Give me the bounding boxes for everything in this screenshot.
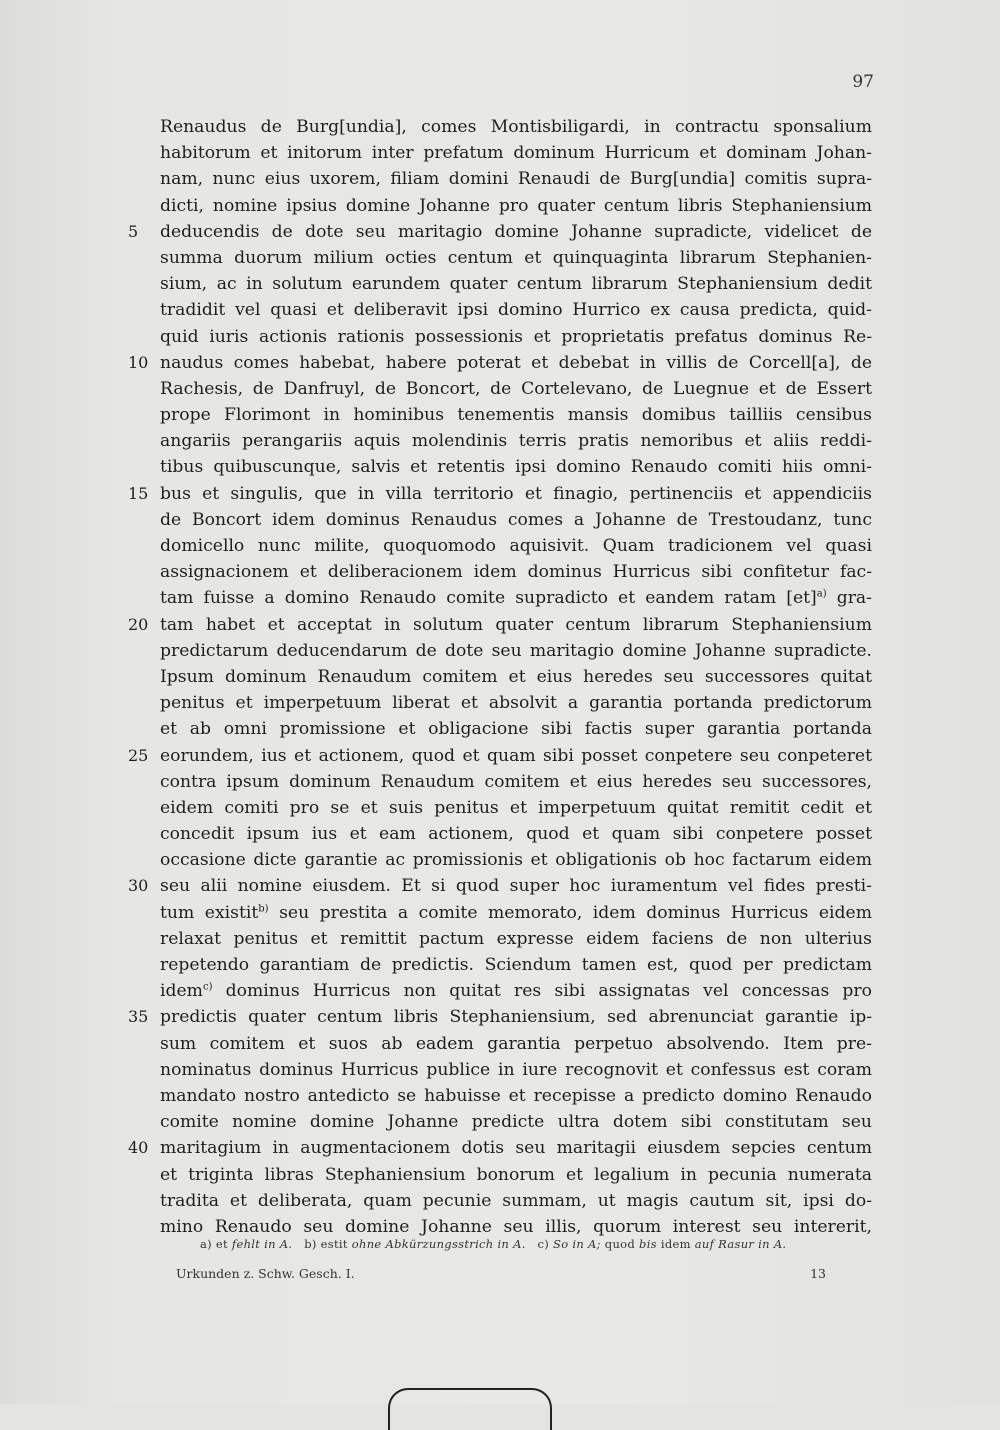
line-text: et ab omni promissione et obligacione sibi factis super garantia portanda bbox=[160, 719, 872, 740]
text-line bbox=[160, 978, 872, 1004]
page-footer bbox=[176, 1266, 826, 1281]
text-line bbox=[128, 743, 872, 769]
footnote-c: c) So in A; quod bis idem auf Rasur in A. bbox=[537, 1237, 787, 1251]
line-text: eorundem, ius et actionem, quod et quam sibi posset conpetere seu conpeteret bbox=[160, 745, 872, 766]
line-text: Renaudus de Burg[undia], comes Montisbiligardi, in contractu sponsalium bbox=[160, 117, 872, 137]
line-text: quid iuris actionis rationis possessionis et proprietatis prefatus dominus Re- bbox=[160, 326, 872, 347]
text-line bbox=[160, 193, 872, 219]
line-text: nominatus dominus Hurricus publice in iure recognovit et confessus est coram bbox=[160, 1059, 872, 1080]
line-text: domicello nunc milite, quoquomodo aquisivit. Quam tradicionem vel quasi bbox=[160, 536, 872, 556]
line-text: bus et singulis, que in villa territorio et finagio, pertinenciis et appendiciis bbox=[160, 483, 872, 504]
text-line bbox=[160, 140, 872, 166]
text-line bbox=[128, 1135, 872, 1161]
text-line bbox=[160, 376, 872, 402]
line-number: 15 bbox=[128, 483, 149, 503]
text-line bbox=[160, 507, 872, 533]
text-line bbox=[160, 324, 872, 350]
text-line bbox=[160, 533, 872, 559]
line-text: contra ipsum dominum Renaudum comitem et eius heredes seu successores, bbox=[160, 771, 872, 792]
line-text: et triginta libras Stephaniensium bonorum et legalium in pecunia numerata bbox=[160, 1164, 872, 1185]
text-line bbox=[160, 900, 872, 926]
line-text: tradita et deliberata, quam pecunie summam, ut magis cautum sit, ipsi do- bbox=[160, 1190, 872, 1211]
line-number: 20 bbox=[128, 614, 149, 634]
text-line bbox=[160, 559, 872, 585]
line-text: tibus quibuscunque, salvis et retentis ipsi domino Renaudo comiti hiis omni- bbox=[160, 457, 872, 478]
text-line bbox=[160, 952, 872, 978]
line-text: habitorum et initorum inter prefatum dominum Hurricum et dominam Johan- bbox=[160, 143, 872, 164]
line-text: angariis perangariis aquis molendinis terris pratis nemoribus et aliis reddi- bbox=[160, 431, 872, 452]
text-line bbox=[160, 716, 872, 742]
page-number: 97 bbox=[852, 72, 874, 92]
text-line bbox=[160, 847, 872, 873]
line-text: de Boncort idem dominus Renaudus comes a Johanne de Trestoudanz, tunc bbox=[160, 509, 872, 530]
line-number: 35 bbox=[128, 1007, 149, 1027]
line-text-continued: gra- bbox=[826, 588, 872, 609]
line-text: sium, ac in solutum earundem quater centum librarum Stephaniensium dedit bbox=[160, 274, 872, 295]
footnote-marker: c) bbox=[202, 981, 213, 993]
text-line bbox=[160, 402, 872, 428]
body-text bbox=[128, 114, 872, 1240]
line-text: tam fuisse a domino Renaudo comite supradicto et eandem ratam [et] bbox=[160, 588, 817, 609]
text-line bbox=[160, 166, 872, 192]
line-text: predictarum deducendarum de dote seu maritagio domine Johanne supradicte. bbox=[160, 640, 872, 661]
text-line bbox=[160, 664, 872, 690]
footnote-b: b) estit ohne Abkürzungsstrich in A. bbox=[304, 1237, 526, 1251]
text-line bbox=[160, 454, 872, 480]
line-text: concedit ipsum ius et eam actionem, quod et quam sibi conpetere posset bbox=[160, 824, 872, 845]
line-text: summa duorum milium octies centum et quinquaginta librarum Stephanien- bbox=[160, 247, 872, 268]
line-text: eidem comiti pro se et suis penitus et imperpetuum quitat remitit cedit et bbox=[160, 797, 872, 818]
line-text: idem bbox=[160, 981, 203, 1002]
line-text: prope Florimont in hominibus tenementis mansis domibus tailliis censibus bbox=[160, 405, 872, 426]
text-line bbox=[160, 297, 872, 323]
line-text: deducendis de dote seu maritagio domine Johanne supradicte, videlicet de bbox=[160, 221, 872, 242]
line-text: penitus et imperpetuum liberat et absolvit a garantia portanda predictorum bbox=[160, 693, 872, 714]
text-line bbox=[160, 271, 872, 297]
line-text: mandato nostro antedicto se habuisse et recepisse a predicto domino Renaudo bbox=[160, 1085, 872, 1106]
line-text: dicti, nomine ipsius domine Johanne pro quater centum libris Stephaniensium bbox=[160, 195, 872, 216]
text-line bbox=[160, 1109, 872, 1135]
text-line bbox=[160, 795, 872, 821]
line-text-continued: dominus Hurricus non quitat res sibi assignatas vel concessas pro bbox=[212, 981, 872, 1002]
line-text: Rachesis, de Danfruyl, de Boncort, de Cortelevano, de Luegnue et de Essert bbox=[160, 378, 872, 399]
line-text: repetendo garantiam de predictis. Sciendum tamen est, quod per predictam bbox=[160, 955, 872, 975]
line-text-continued: seu prestita a comite memorato, idem dominus Hurricus eidem bbox=[268, 902, 872, 923]
line-text: assignacionem et deliberacionem idem dominus Hurricus sibi confitetur fac- bbox=[160, 562, 872, 583]
line-number: 40 bbox=[128, 1138, 149, 1158]
text-line bbox=[160, 926, 872, 952]
line-text: mino Renaudo seu domine Johanne seu illis, quorum interest seu intererit, bbox=[160, 1216, 872, 1237]
line-number: 25 bbox=[128, 745, 149, 765]
footnote-marker: a) bbox=[816, 588, 827, 600]
line-text: sum comitem et suos ab eadem garantia perpetuo absolvendo. Item pre- bbox=[160, 1033, 872, 1054]
text-line bbox=[160, 769, 872, 795]
text-line bbox=[128, 350, 872, 376]
text-line bbox=[128, 1004, 872, 1030]
line-number: 5 bbox=[128, 221, 139, 241]
line-text: predictis quater centum libris Stephaniensium, sed abrenunciat garantie ip- bbox=[160, 1007, 872, 1028]
line-text: naudus comes habebat, habere poterat et debebat in villis de Corcell[a], de bbox=[160, 352, 872, 373]
line-text: tam habet et acceptat in solutum quater centum librarum Stephaniensium bbox=[160, 614, 872, 635]
text-line bbox=[160, 428, 872, 454]
scan-artifact bbox=[388, 1388, 552, 1430]
line-text: comite nomine domine Johanne predicte ultra dotem sibi constitutam seu bbox=[160, 1112, 872, 1133]
line-text: nam, nunc eius uxorem, filiam domini Renaudi de Burg[undia] comitis supra- bbox=[160, 169, 872, 190]
line-text: Ipsum dominum Renaudum comitem et eius heredes seu successores quitat bbox=[160, 666, 872, 687]
series-title: Urkunden z. Schw. Gesch. I. bbox=[176, 1266, 355, 1281]
line-text: maritagium in augmentacionem dotis seu maritagii eiusdem sepcies centum bbox=[160, 1138, 872, 1159]
text-line bbox=[128, 873, 872, 899]
text-line bbox=[128, 612, 872, 638]
text-line bbox=[160, 114, 872, 140]
line-text: seu alii nomine eiusdem. Et si quod super hoc iuramentum vel fides presti- bbox=[160, 876, 872, 897]
text-line bbox=[160, 585, 872, 611]
text-line bbox=[160, 821, 872, 847]
text-line bbox=[160, 1162, 872, 1188]
line-number: 10 bbox=[128, 352, 149, 372]
text-line bbox=[160, 638, 872, 664]
footnote-a: a) et fehlt in A. bbox=[200, 1237, 293, 1251]
line-text: relaxat penitus et remittit pactum expresse eidem faciens de non ulterius bbox=[160, 928, 872, 949]
footnotes bbox=[200, 1237, 880, 1251]
text-line bbox=[160, 1031, 872, 1057]
text-line bbox=[160, 690, 872, 716]
text-line bbox=[160, 1057, 872, 1083]
text-line bbox=[128, 481, 872, 507]
text-line bbox=[160, 245, 872, 271]
line-text: tradidit vel quasi et deliberavit ipsi domino Hurrico ex causa predicta, quid- bbox=[160, 300, 872, 321]
text-line bbox=[128, 219, 872, 245]
line-number: 30 bbox=[128, 876, 149, 896]
text-line bbox=[160, 1188, 872, 1214]
line-text: tum existit bbox=[160, 902, 259, 923]
text-line bbox=[160, 1083, 872, 1109]
footnote-marker: b) bbox=[258, 902, 269, 914]
signature-mark: 13 bbox=[810, 1266, 826, 1281]
line-text: occasione dicte garantie ac promissionis et obligationis ob hoc factarum eidem bbox=[160, 850, 872, 871]
